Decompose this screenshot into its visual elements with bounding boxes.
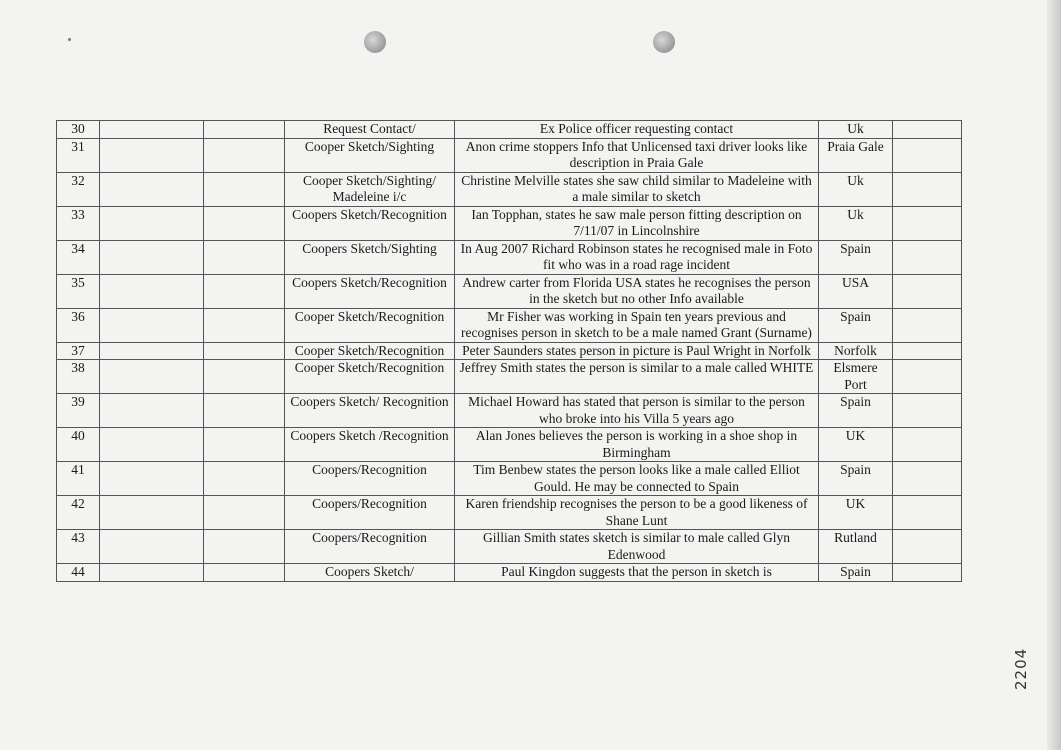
blank-cell-2: [100, 274, 204, 308]
row-number: 44: [57, 564, 100, 582]
category-cell: Cooper Sketch/Recognition: [285, 342, 455, 360]
blank-cell-3: [204, 172, 285, 206]
location-cell: USA: [819, 274, 893, 308]
blank-cell-2: [100, 530, 204, 564]
category-cell: Cooper Sketch/Recognition: [285, 308, 455, 342]
category-cell: Cooper Sketch/Sighting/ Madeleine i/c: [285, 172, 455, 206]
row-number: 33: [57, 206, 100, 240]
blank-cell-2: [100, 428, 204, 462]
blank-cell-3: [204, 428, 285, 462]
category-cell: Coopers Sketch/Recognition: [285, 274, 455, 308]
blank-cell-2: [100, 462, 204, 496]
category-cell: Coopers/Recognition: [285, 462, 455, 496]
location-cell: Uk: [819, 121, 893, 139]
punch-hole-right: [653, 31, 675, 53]
location-cell: Spain: [819, 308, 893, 342]
details-cell: Karen friendship recognises the person to be a good likeness of Shane Lunt: [455, 496, 819, 530]
details-cell: Ex Police officer requesting contact: [455, 121, 819, 139]
row-number: 42: [57, 496, 100, 530]
blank-cell-3: [204, 308, 285, 342]
scan-edge-shadow: [1047, 0, 1061, 750]
table-row: [57, 564, 962, 582]
blank-cell-7: [893, 274, 962, 308]
category-cell: Coopers Sketch/Recognition: [285, 206, 455, 240]
blank-cell-7: [893, 496, 962, 530]
table-row: [57, 121, 962, 139]
blank-cell-2: [100, 496, 204, 530]
blank-cell-3: [204, 206, 285, 240]
row-number: 39: [57, 394, 100, 428]
blank-cell-7: [893, 564, 962, 582]
sightings-table: [56, 120, 962, 582]
row-number: 40: [57, 428, 100, 462]
blank-cell-3: [204, 462, 285, 496]
details-cell: Andrew carter from Florida USA states he recognises the person in the sketch but no other Info available: [455, 274, 819, 308]
blank-cell-2: [100, 240, 204, 274]
location-cell: UK: [819, 496, 893, 530]
row-number: 35: [57, 274, 100, 308]
row-number: 31: [57, 138, 100, 172]
blank-cell-7: [893, 428, 962, 462]
table-row: [57, 206, 962, 240]
category-cell: Cooper Sketch/Sighting: [285, 138, 455, 172]
details-cell: Paul Kingdon suggests that the person in sketch is: [455, 564, 819, 582]
details-cell: In Aug 2007 Richard Robinson states he recognised male in Foto fit who was in a road rage incident: [455, 240, 819, 274]
blank-cell-2: [100, 342, 204, 360]
table-row: [57, 342, 962, 360]
details-cell: Gillian Smith states sketch is similar to male called Glyn Edenwood: [455, 530, 819, 564]
row-number: 32: [57, 172, 100, 206]
blank-cell-7: [893, 308, 962, 342]
blank-cell-7: [893, 240, 962, 274]
details-cell: Anon crime stoppers Info that Unlicensed taxi driver looks like description in Praia Gale: [455, 138, 819, 172]
location-cell: Uk: [819, 206, 893, 240]
blank-cell-2: [100, 206, 204, 240]
row-number: 37: [57, 342, 100, 360]
blank-cell-3: [204, 530, 285, 564]
blank-cell-2: [100, 564, 204, 582]
location-cell: Spain: [819, 462, 893, 496]
blank-cell-2: [100, 394, 204, 428]
blank-cell-3: [204, 360, 285, 394]
table-row: [57, 428, 962, 462]
blank-cell-3: [204, 138, 285, 172]
table-row: [57, 240, 962, 274]
details-cell: Mr Fisher was working in Spain ten years previous and recognises person in sketch to be a male named Grant (Surname): [455, 308, 819, 342]
blank-cell-7: [893, 394, 962, 428]
blank-cell-3: [204, 564, 285, 582]
details-cell: Tim Benbew states the person looks like a male called Elliot Gould. He may be connected to Spain: [455, 462, 819, 496]
blank-cell-7: [893, 121, 962, 139]
table-row: [57, 394, 962, 428]
blank-cell-2: [100, 138, 204, 172]
category-cell: Coopers Sketch/ Recognition: [285, 394, 455, 428]
row-number: 43: [57, 530, 100, 564]
blank-cell-3: [204, 496, 285, 530]
table-row: [57, 530, 962, 564]
category-cell: Request Contact/: [285, 121, 455, 139]
details-cell: Michael Howard has stated that person is similar to the person who broke into his Villa 5 years ago: [455, 394, 819, 428]
location-cell: Spain: [819, 394, 893, 428]
blank-cell-7: [893, 172, 962, 206]
category-cell: Coopers/Recognition: [285, 530, 455, 564]
category-cell: Coopers Sketch/: [285, 564, 455, 582]
location-cell: Spain: [819, 240, 893, 274]
blank-cell-3: [204, 274, 285, 308]
location-cell: Uk: [819, 172, 893, 206]
blank-cell-7: [893, 530, 962, 564]
category-cell: Coopers/Recognition: [285, 496, 455, 530]
table-row: [57, 138, 962, 172]
blank-cell-7: [893, 462, 962, 496]
punch-hole-left: [364, 31, 386, 53]
blank-cell-2: [100, 360, 204, 394]
scan-speck: [68, 38, 71, 41]
table-body: [57, 121, 962, 582]
details-cell: Christine Melville states she saw child similar to Madeleine with a male similar to sketch: [455, 172, 819, 206]
row-number: 41: [57, 462, 100, 496]
table-row: [57, 360, 962, 394]
blank-cell-3: [204, 121, 285, 139]
category-cell: Coopers Sketch /Recognition: [285, 428, 455, 462]
blank-cell-2: [100, 308, 204, 342]
location-cell: UK: [819, 428, 893, 462]
location-cell: Rutland: [819, 530, 893, 564]
details-cell: Ian Topphan, states he saw male person fitting description on 7/11/07 in Lincolnshire: [455, 206, 819, 240]
row-number: 34: [57, 240, 100, 274]
table-row: [57, 274, 962, 308]
blank-cell-3: [204, 342, 285, 360]
row-number: 38: [57, 360, 100, 394]
location-cell: Elsmere Port: [819, 360, 893, 394]
location-cell: Norfolk: [819, 342, 893, 360]
blank-cell-3: [204, 240, 285, 274]
category-cell: Cooper Sketch/Recognition: [285, 360, 455, 394]
details-cell: Peter Saunders states person in picture is Paul Wright in Norfolk: [455, 342, 819, 360]
blank-cell-2: [100, 121, 204, 139]
table-row: [57, 462, 962, 496]
location-cell: Spain: [819, 564, 893, 582]
blank-cell-7: [893, 342, 962, 360]
details-cell: Jeffrey Smith states the person is similar to a male called WHITE: [455, 360, 819, 394]
blank-cell-3: [204, 394, 285, 428]
blank-cell-7: [893, 360, 962, 394]
table-row: [57, 496, 962, 530]
location-cell: Praia Gale: [819, 138, 893, 172]
table-row: [57, 308, 962, 342]
row-number: 30: [57, 121, 100, 139]
row-number: 36: [57, 308, 100, 342]
handwritten-page-number: 2204: [1012, 647, 1030, 690]
blank-cell-2: [100, 172, 204, 206]
category-cell: Coopers Sketch/Sighting: [285, 240, 455, 274]
table-row: [57, 172, 962, 206]
blank-cell-7: [893, 206, 962, 240]
blank-cell-7: [893, 138, 962, 172]
details-cell: Alan Jones believes the person is working in a shoe shop in Birmingham: [455, 428, 819, 462]
